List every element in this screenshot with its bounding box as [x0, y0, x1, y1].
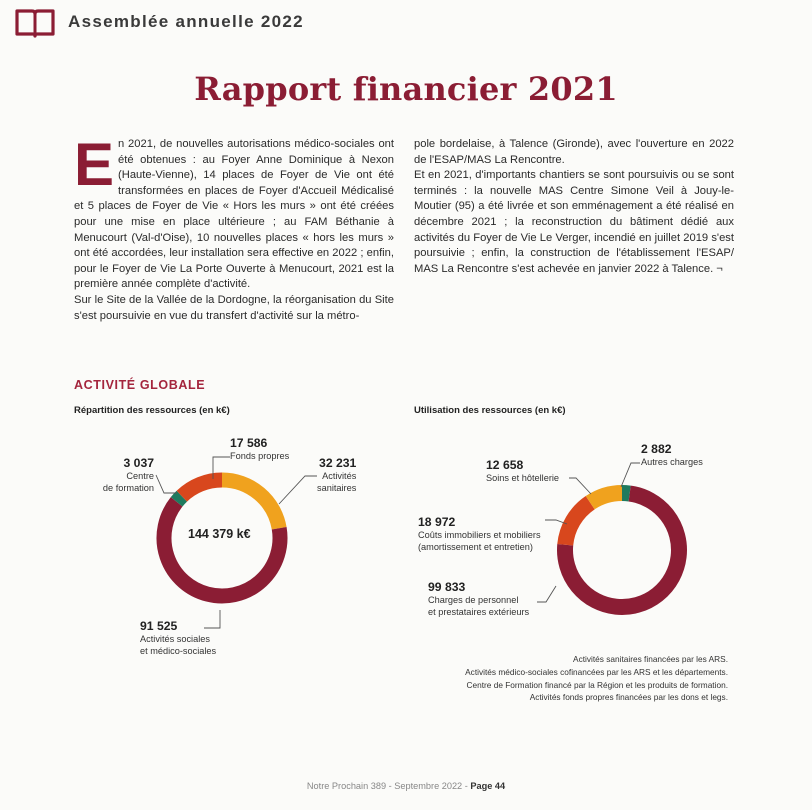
funding-notes: [388, 653, 728, 704]
label-activites-sanitaires: [317, 456, 356, 494]
label-activites-sociales: [140, 619, 216, 657]
label-autres-charges: [641, 442, 703, 469]
label-text: Soins et hôtellerie: [486, 473, 560, 483]
leader-line: [569, 478, 591, 494]
label-text: Centre: [126, 471, 154, 481]
note-line: Activités sanitaires financées par les ARS.: [573, 654, 728, 664]
center-total: 144 379 k€: [188, 527, 251, 541]
label-text: Coûts immobiliers et mobiliers: [418, 530, 541, 540]
label-text: de formation: [102, 482, 154, 493]
paragraph: pole bordelaise, à Talence (Gironde), avec l'ouverture en 2022 de l'ESAP/MAS La Rencontre.: [414, 138, 734, 166]
note-line: Activités fonds propres financées par les dons et legs.: [529, 692, 728, 703]
label-text: Fonds propres: [230, 451, 290, 461]
label-text: sanitaires: [317, 482, 357, 493]
donut-slice-0: [622, 493, 630, 494]
page-number: Page 44: [470, 781, 506, 791]
value: 32 231: [319, 456, 357, 470]
page-footer: [0, 781, 812, 791]
label-soins-hotellerie: [486, 458, 559, 485]
label-text: et prestataires extérieurs: [428, 606, 530, 617]
value: 3 037: [123, 456, 154, 470]
value: 12 658: [486, 458, 524, 472]
section-title: ACTIVITÉ GLOBALE: [74, 378, 206, 392]
article-title: Rapport financier 2021: [194, 70, 618, 108]
value: 18 972: [418, 515, 456, 529]
label-text: Charges de personnel: [428, 595, 519, 605]
donut-slice-2: [177, 496, 182, 502]
note-line: Centre de Formation financé par la Région et les produits de formation.: [466, 679, 728, 690]
chart-title-resources: Répartition des ressources (en k€): [74, 405, 230, 416]
label-text: Activités: [322, 471, 357, 481]
value: 17 586: [230, 436, 268, 450]
donut-slice-3: [590, 493, 622, 503]
footer-text: Notre Prochain 389 - Septembre 2022 -: [306, 781, 471, 791]
donut-slice-3: [182, 480, 222, 496]
note-line: Activités médico-sociales cofinancées par les ARS et les départements.: [465, 666, 728, 677]
value: 91 525: [140, 619, 178, 633]
label-couts-immobiliers: [418, 515, 541, 553]
paragraph: Sur le Site de la Vallée de la Dordogne, la réorganisation du Site s'est poursuivie en vue du transfert d'activité sur la métro-: [74, 293, 394, 322]
donut-slice-1: [164, 502, 280, 596]
label-charges-personnel: [428, 580, 529, 618]
leader-line: [279, 476, 317, 504]
label-text: Autres charges: [641, 457, 703, 467]
value: 2 882: [641, 442, 672, 456]
leader-line: [537, 586, 556, 602]
label-fonds-propres: [230, 436, 289, 463]
label-centre-formation: [96, 456, 154, 494]
paragraph: Et en 2021, d'importants chantiers se sont poursuivis ou se sont terminés : la nouvelle MAS Centre Simone Veil à Jouy-le-Moutier (95) a été livrée et son emménagement a été réalisé en décembre 2021 ; la reconstruction du bâtiment dédié aux activités du Foyer de Vie Le Verger, incendié en juillet 2019 s'est poursuivie ; enfin, la construction de l'établissement l'ESAP/ MAS La Rencontre s'est achevée en janvier 2022 à Talence. ¬: [414, 169, 734, 275]
leader-line: [156, 475, 177, 493]
paragraph: n 2021, de nouvelles autorisations médico-sociales ont été obtenues : au Foyer Anne Dominique à Nexon (Haute-Vienne), 14 places de Foyer de Vie ont été transformées en places de Foyer d'Accueil Médicalisé et 5 places de Foyer de Vie « Hors les murs » ont été créées pour une mise en place ultérieure ; au FAM Béthanie à Menucourt (Val-d'Oise), 10 nouvelles places « hors les murs » ont été accordées, leur installation sera effective en 2022 ; enfin, pour le Foyer de Vie La Porte Ouverte à Menucourt, 2021 est la première année complète d'activité.: [74, 138, 394, 291]
value: 99 833: [428, 580, 466, 594]
label-text: (amortissement et entretien): [418, 541, 533, 552]
label-text: Activités sociales: [140, 634, 210, 644]
donut-slice-2: [565, 503, 590, 545]
header-title: Assemblée annuelle 2022: [68, 12, 304, 31]
drop-cap: E: [74, 131, 115, 198]
donut-usage: [565, 493, 679, 607]
donut-slice-0: [222, 480, 279, 528]
label-text: et médico-sociales: [140, 645, 217, 656]
chart-title-usage: Utilisation des ressources (en k€): [414, 405, 566, 416]
leader-line: [621, 463, 640, 487]
